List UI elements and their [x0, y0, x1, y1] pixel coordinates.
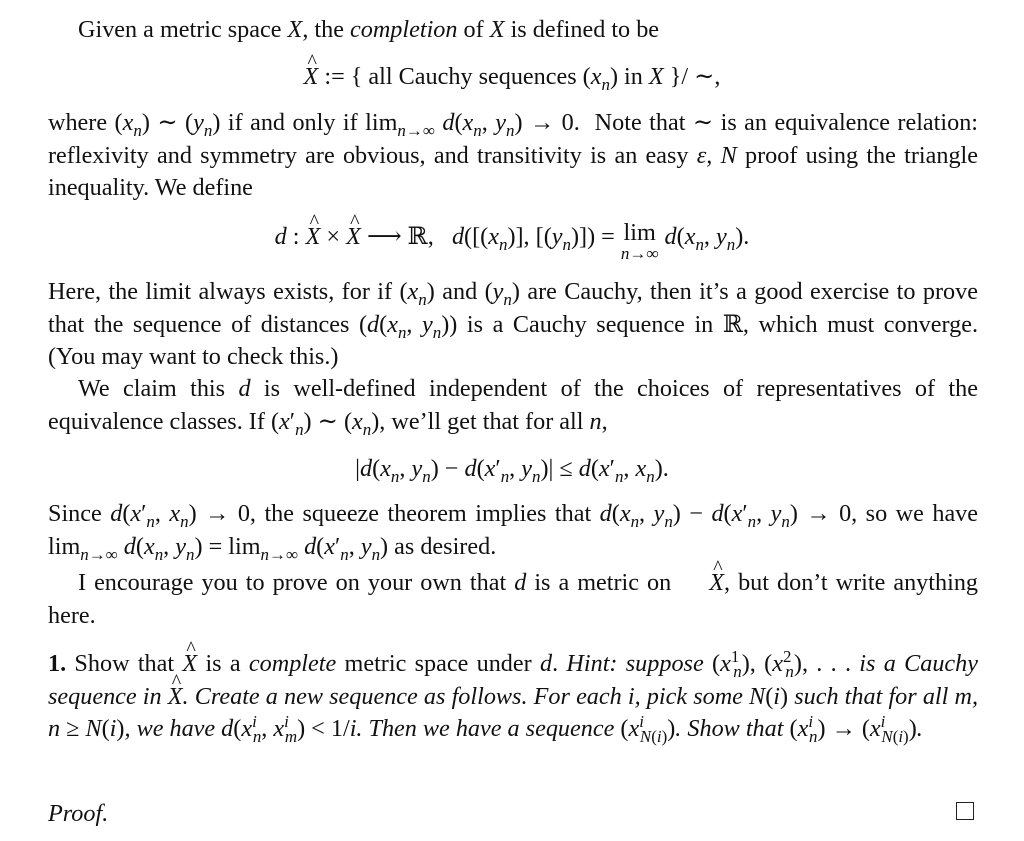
equation-completion: ^ X := { all Cauchy sequences $(x_n)$ in X }/ ∼,: [0, 61, 1024, 94]
problem-1: 1. Show that ^ X is a complete metric space under d. Hint: suppose $(x^1_n)$, $(x^2_n)$, . . . is a Cauchy sequence in ^ X. Create a new sequence as follows. For each i, pick some N(i) such that for all m, n ≥ N(i), we have $d(x^i_n$, $x^i_m) < 1/i$. Then we have a sequence $(x^i_{N(i)})$. Show that $(x^i_n) \to (x^i_{N(i)})$.: [48, 648, 978, 746]
paragraph-equivalence: where $(x_n)$ ∼ $(y_n)$ if and only if $\lim_{n\to\infty} d(x_n$, $y_n) \to 0$. Note that ∼ is an equivalence relation: reflexivity and symmetry are obvious, and transitivity is an easy ε, N proof using the triangle inequality. We define: [48, 109, 979, 201]
equation-metric-definition: d : ^ X × ^ X ⟶ ℝ, $d([(x_n)]$, $[(y_n)]) = \lim$ n→∞ $d(x_n$, $y_n$).: [0, 221, 1024, 263]
problem-number: 1.: [48, 650, 67, 677]
paragraph-encourage: I encourage you to prove on your own that d is a metric on ^ X, but don’t write anything here.: [48, 567, 978, 632]
proof-label: Proof.: [48, 800, 109, 827]
paragraph-squeeze: Since $d(x'_n$, $x_n) \to 0$, the squeeze theorem implies that $d(x_n$, $y_n) - d(x'_n$, $y_n) \to 0$, so we have $\lim_{n\to\infty} d(x_n$, $y_n) = \lim_{n\to\infty} d(x'_n$, $y_n$) as desired.: [48, 500, 979, 564]
paragraph-well-defined: We claim this d is well-defined independent of the choices of representatives of the equivalence classes. If $(x'_n)$ ∼ $(x_n)$, we’ll get that for all n,: [48, 375, 978, 439]
qed-square-icon: [956, 802, 974, 820]
paragraph-limit-exists: Here, the limit always exists, for if $(x_n)$ and $(y_n)$ are Cauchy, then it’s a good exercise to prove that the sequence of distances ($d(x_n$, $y_n$)) is a Cauchy sequence in ℝ, which must converge. (You may want to check this.): [48, 278, 978, 370]
equation-inequality: $|d(x_n$, $y_n) - d(x'_n$, $y_n)| \le d(x'_n$, $x_n$).: [355, 455, 669, 486]
paragraph-definition-intro: Given a metric space X, the completion of X is defined to be: [78, 16, 660, 43]
